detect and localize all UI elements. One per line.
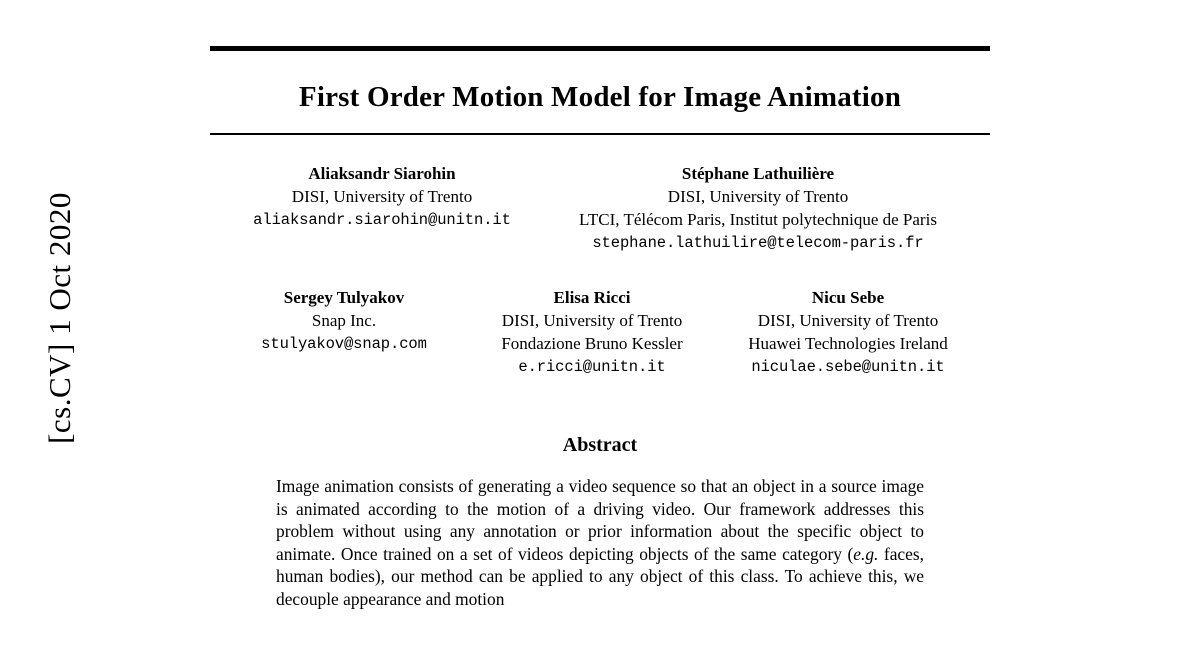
- page-title: First Order Motion Model for Image Animation: [298, 81, 902, 113]
- author-email[interactable]: e.ricci@unitn.it: [518, 357, 666, 376]
- abstract-body: Image animation consists of generating a video sequence so that an object in a source image is animated according to the motion of a driving video. Our framework addresses this problem without using any annotation or prior information about the specific object to animate. Once trained on a set of videos depicting objects of the same category (e.g. faces, human bodies), our method can be applied to any object of this class. To achieve this, we decouple appearance and motion: [276, 475, 924, 610]
- paper-page: [210, 0, 990, 648]
- author-row-1: [210, 163, 990, 254]
- author-affiliation-secondary: Huawei Technologies Ireland: [748, 333, 948, 353]
- author-block-sebe: [717, 287, 979, 378]
- author-block-siarohin: [224, 163, 540, 254]
- author-email[interactable]: stephane.lathuilire@telecom-paris.fr: [592, 234, 924, 253]
- author-block-lathuiliere: [540, 163, 976, 254]
- author-affiliation: Snap Inc.: [311, 310, 377, 330]
- author-block-tulyakov: [221, 287, 467, 378]
- arxiv-identifier-stamp: [0, 0, 120, 648]
- author-affiliation: DISI, University of Trento: [501, 310, 683, 330]
- title-bottom-rule: [210, 133, 990, 135]
- author-row-2: [210, 287, 990, 378]
- author-block-ricci: [467, 287, 717, 378]
- author-email[interactable]: aliaksandr.siarohin@unitn.it: [253, 211, 511, 230]
- author-affiliation-secondary: Fondazione Bruno Kessler: [501, 333, 683, 353]
- author-email[interactable]: stulyakov@snap.com: [261, 334, 427, 353]
- author-affiliation-secondary: LTCI, Télécom Paris, Institut polytechnique de Paris: [579, 210, 937, 230]
- abstract-heading: Abstract: [562, 433, 638, 456]
- author-email[interactable]: niculae.sebe@unitn.it: [751, 357, 945, 376]
- author-affiliation: DISI, University of Trento: [757, 310, 939, 330]
- author-name: Aliaksandr Siarohin: [308, 164, 456, 184]
- author-affiliation: DISI, University of Trento: [291, 187, 473, 207]
- arxiv-stamp-text: [cs.CV] 1 Oct 2020: [42, 192, 77, 444]
- author-name: Nicu Sebe: [811, 287, 885, 307]
- author-name: Sergey Tulyakov: [283, 287, 405, 307]
- title-top-rule: [210, 46, 990, 51]
- author-name: Stéphane Lathuilière: [681, 164, 835, 184]
- author-affiliation: DISI, University of Trento: [667, 187, 849, 207]
- author-name: Elisa Ricci: [553, 287, 631, 307]
